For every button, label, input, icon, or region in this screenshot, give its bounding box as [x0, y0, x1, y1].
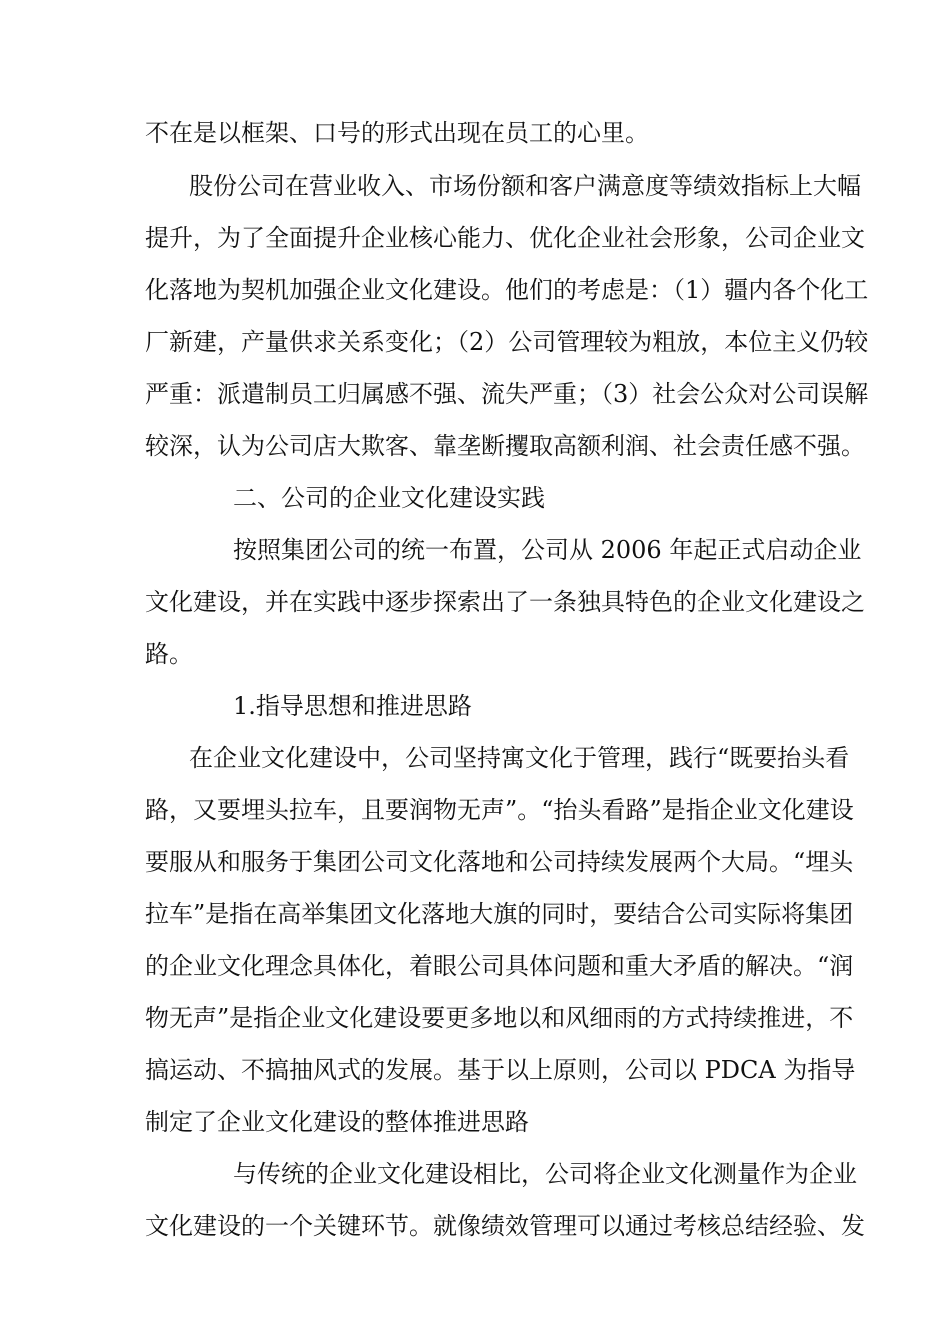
paragraph-line-17: 的企业文化理念具体化，着眼公司具体问题和重大矛盾的解决。“润 — [145, 952, 854, 980]
paragraph-line-2: 股份公司在营业收入、市场份额和客户满意度等绩效指标上大幅 — [189, 172, 861, 200]
paragraph-line-15: 要服从和服务于集团公司文化落地和公司持续发展两个大局。“埋头 — [145, 848, 854, 876]
paragraph-line-4: 化落地为契机加强企业文化建设。他们的考虑是：（1）疆内各个化工 — [145, 276, 869, 304]
paragraph-line-5: 厂新建，产量供求关系变化；（2）公司管理较为粗放，本位主义仍较 — [145, 328, 869, 356]
section-heading: 二、公司的企业文化建设实践 — [233, 484, 545, 512]
paragraph-line-13: 在企业文化建设中，公司坚持寓文化于管理，践行“既要抬头看 — [189, 744, 850, 772]
paragraph-line-14: 路，又要埋头拉车，且要润物无声”。“抬头看路”是指企业文化建设 — [145, 796, 854, 824]
paragraph-line-10: 文化建设，并在实践中逐步探索出了一条独具特色的企业文化建设之 — [145, 588, 865, 616]
paragraph-line-22: 文化建设的一个关键环节。就像绩效管理可以通过考核总结经验、发 — [145, 1212, 865, 1240]
paragraph-line-6: 严重：派遣制员工归属感不强、流失严重；（3）社会公众对公司误解 — [145, 380, 869, 408]
paragraph-line-9: 按照集团公司的统一布置，公司从 2006 年起正式启动企业 — [233, 536, 862, 564]
paragraph-line-19: 搞运动、不搞抽风式的发展。基于以上原则，公司以 PDCA 为指导 — [145, 1056, 856, 1084]
paragraph-line-18: 物无声”是指企业文化建设要更多地以和风细雨的方式持续推进，不 — [145, 1004, 854, 1032]
subsection-heading: 1.指导思想和推进思路 — [233, 692, 472, 720]
paragraph-line-7: 较深，认为公司店大欺客、靠垄断攫取高额利润、社会责任感不强。 — [145, 432, 865, 460]
paragraph-line-16: 拉车”是指在高举集团文化落地大旗的同时，要结合公司实际将集团 — [145, 900, 854, 928]
paragraph-line-11: 路。 — [145, 640, 193, 668]
paragraph-line-20: 制定了企业文化建设的整体推进思路 — [145, 1108, 529, 1136]
paragraph-line-1: 不在是以框架、口号的形式出现在员工的心里。 — [145, 119, 649, 147]
paragraph-line-21: 与传统的企业文化建设相比，公司将企业文化测量作为企业 — [233, 1160, 857, 1188]
paragraph-line-3: 提升，为了全面提升企业核心能力、优化企业社会形象，公司企业文 — [145, 224, 865, 252]
